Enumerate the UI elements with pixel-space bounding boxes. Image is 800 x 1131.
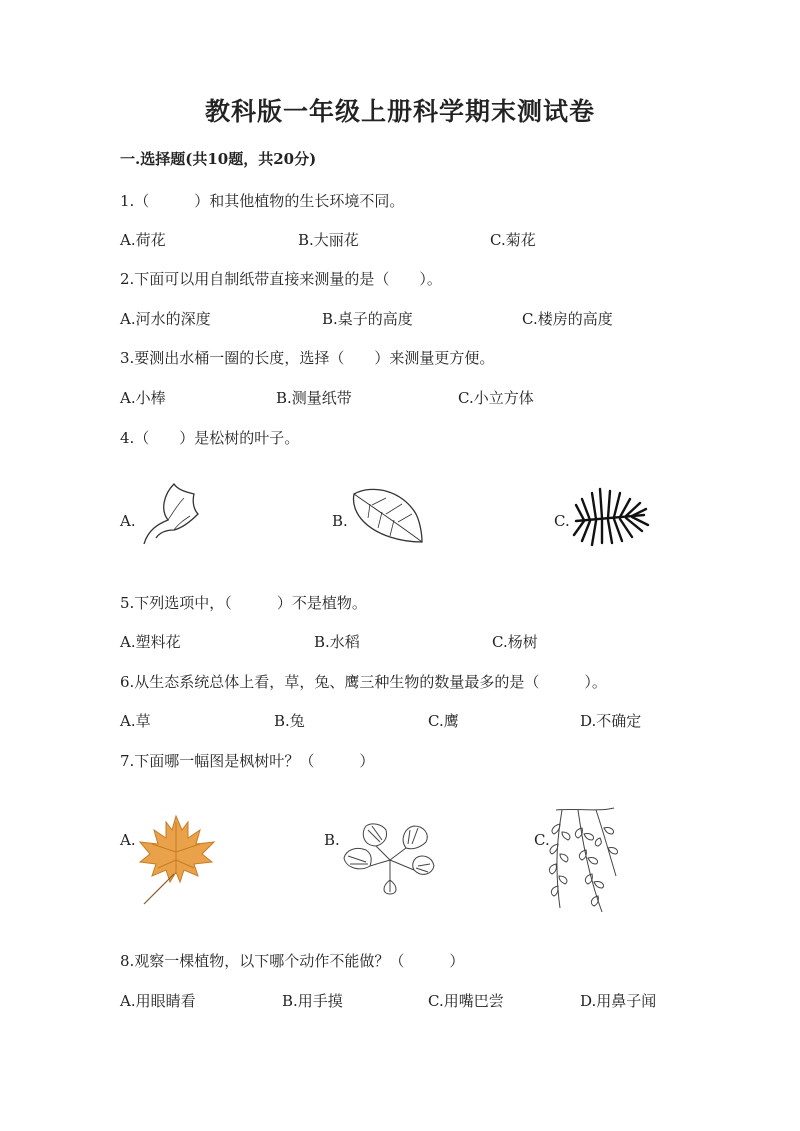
q8-option-a[interactable]: A.用眼睛看 (120, 992, 196, 1010)
question-5: 5.下列选项中，（ ）不是植物。 (120, 594, 367, 612)
q7-option-a[interactable]: A. (120, 831, 136, 849)
question-3: 3.要测出水桶一圈的长度，选择（ ）来测量更方便。 (120, 349, 495, 367)
q4-option-c[interactable]: C. (554, 512, 570, 530)
q6-option-b[interactable]: B.兔 (274, 712, 305, 730)
q6-option-c[interactable]: C.鹰 (428, 712, 459, 730)
q6-option-d[interactable]: D.不确定 (580, 712, 642, 730)
q8-option-c[interactable]: C.用嘴巴尝 (428, 992, 504, 1010)
q1-option-c[interactable]: C.菊花 (490, 231, 536, 249)
q8-option-d[interactable]: D.用鼻子闻 (580, 992, 657, 1010)
q4-option-a[interactable]: A. (120, 512, 136, 530)
page-title: 教科版一年级上册科学期末测试卷 (204, 97, 595, 126)
ginkgo-leaf-icon (138, 480, 208, 550)
ginkgo-branch-icon (340, 820, 436, 896)
question-8: 8.观察一棵植物，以下哪个动作不能做？（ ） (120, 952, 465, 970)
q1-option-a[interactable]: A.荷花 (120, 231, 166, 249)
question-6: 6.从生态系统总体上看，草，兔、鹰三种生物的数量最多的是（ ）。 (120, 673, 607, 691)
question-7: 7.下面哪一幅图是枫树叶？（ ） (120, 752, 375, 770)
q4-option-b[interactable]: B. (332, 512, 348, 530)
question-1: 1.（ ）和其他植物的生长环境不同。 (120, 192, 405, 210)
q5-option-b[interactable]: B.水稻 (314, 633, 360, 651)
q2-option-b[interactable]: B.桌子的高度 (322, 310, 413, 328)
q1-option-b[interactable]: B.大丽花 (298, 231, 359, 249)
q3-option-c[interactable]: C.小立方体 (458, 389, 534, 407)
q8-option-b[interactable]: B.用手摸 (282, 992, 343, 1010)
section-heading: 一.选择题(共10题，共20分) (120, 150, 317, 168)
q3-option-a[interactable]: A.小棒 (120, 389, 166, 407)
q7-option-c[interactable]: C. (534, 831, 550, 849)
q5-option-c[interactable]: C.杨树 (492, 633, 538, 651)
broad-leaf-icon (350, 486, 426, 546)
q2-option-a[interactable]: A.河水的深度 (120, 310, 211, 328)
willow-branch-icon (546, 804, 622, 916)
q6-option-a[interactable]: A.草 (120, 712, 151, 730)
question-4: 4.（ ）是松树的叶子。 (120, 429, 300, 447)
pine-needles-icon (570, 485, 650, 547)
maple-leaf-icon (138, 812, 218, 906)
q2-option-c[interactable]: C.楼房的高度 (522, 310, 613, 328)
q3-option-b[interactable]: B.测量纸带 (276, 389, 352, 407)
q7-option-b[interactable]: B. (324, 831, 340, 849)
q5-option-a[interactable]: A.塑料花 (120, 633, 181, 651)
question-2: 2.下面可以用自制纸带直接来测量的是（ ）。 (120, 270, 442, 288)
